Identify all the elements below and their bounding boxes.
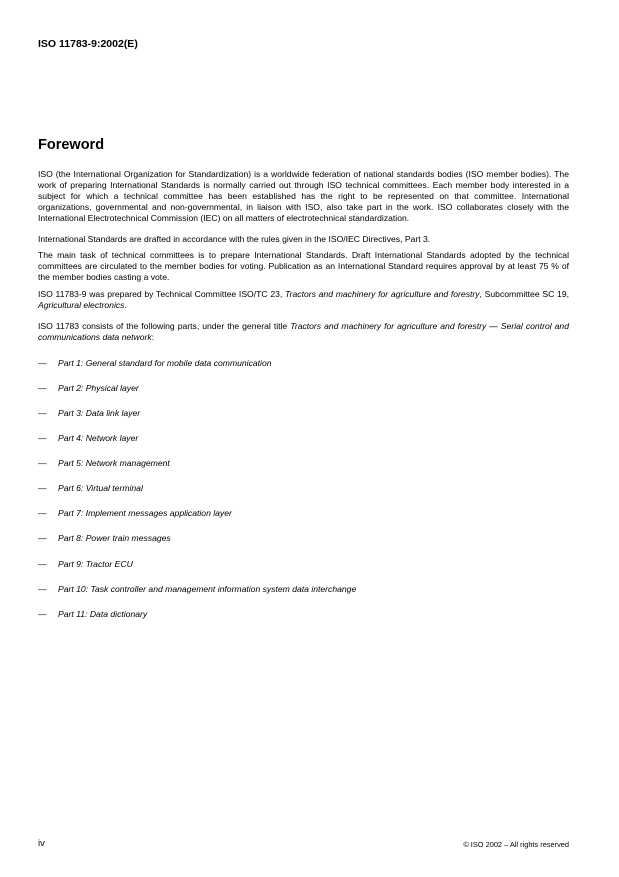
list-dash: — — [38, 382, 47, 393]
sc-title: Agricultural electronics — [38, 300, 125, 311]
list-item — [38, 483, 569, 508]
part-title: Part 5: Network management — [58, 458, 170, 469]
prepared-by-text-2: , Subcommittee SC 19, — [479, 289, 569, 300]
list-item — [38, 358, 569, 383]
list-item — [38, 458, 569, 483]
part-title: Part 7: Implement messages application layer — [58, 508, 232, 519]
foreword-body — [38, 169, 569, 634]
list-dash: — — [38, 608, 47, 619]
paragraph-iso-intro: ISO (the International Organization for Standardization) is a worldwide federation of national standards bodies (ISO member bodies). The work of preparing International Standards is normally carried out through ISO technical committees. Each member body interested in a subject for which a technical committee has been established has the right to be represented on that committee. International organizations, governmental and non-governmental, in liaison with ISO, also take part in the work. ISO collaborates closely with the International Electrotechnical Commission (IEC) on all matters of electrotechnical standardization. — [38, 169, 569, 223]
list-item — [38, 408, 569, 433]
part-title: Part 6: Virtual terminal — [58, 483, 143, 494]
series-general-title: Tractors and machinery for agriculture and forestry — Serial control and communications data network — [38, 320, 569, 342]
series-text-2: : — [151, 331, 155, 342]
list-item — [38, 584, 569, 609]
prepared-by-text-3: . — [124, 300, 127, 311]
paragraph-drafting-rules: International Standards are drafted in accordance with the rules given in the ISO/IEC Directives, Part 3. — [38, 233, 431, 244]
list-item — [38, 609, 569, 634]
part-title: Part 4: Network layer — [58, 433, 139, 444]
copyright-notice: © ISO 2002 – All rights reserved — [463, 840, 569, 849]
part-title: Part 1: General standard for mobile data communication — [58, 357, 272, 368]
page-title: Foreword — [38, 137, 105, 153]
series-text-1: ISO 11783 consists of the following parts, under the general title — [38, 320, 291, 331]
list-item — [38, 508, 569, 533]
part-title: Part 10: Task controller and management information system data interchange — [58, 583, 357, 594]
part-title: Part 3: Data link layer — [58, 407, 141, 418]
list-dash: — — [38, 433, 47, 444]
prepared-by-text-1: ISO 11783-9 was prepared by Technical Committee ISO/TC 23, — [38, 289, 286, 300]
part-title: Part 11: Data dictionary — [58, 608, 148, 619]
list-dash: — — [38, 407, 47, 418]
list-dash: — — [38, 558, 47, 569]
page-number: iv — [38, 838, 45, 849]
part-title: Part 8: Power train messages — [58, 533, 171, 544]
paragraph-series-parts — [38, 321, 569, 343]
list-dash: — — [38, 508, 47, 519]
document-id: ISO 11783-9:2002(E) — [38, 38, 138, 50]
tc-title: Tractors and machinery for agriculture and forestry — [285, 289, 480, 300]
part-title: Part 2: Physical layer — [58, 382, 139, 393]
list-dash: — — [38, 483, 47, 494]
paragraph-prepared-by — [38, 289, 569, 311]
list-item — [38, 559, 569, 584]
list-dash: — — [38, 458, 47, 469]
part-title: Part 9: Tractor ECU — [58, 558, 133, 569]
list-item — [38, 383, 569, 408]
list-dash: — — [38, 533, 47, 544]
list-item — [38, 433, 569, 458]
list-dash: — — [38, 583, 47, 594]
parts-list — [38, 358, 569, 634]
list-dash: — — [38, 357, 47, 368]
list-item — [38, 533, 569, 558]
paragraph-technical-committees: The main task of technical committees is to prepare International Standards. Draft International Standards adopted by the technical committees are circulated to the member bodies for voting. Publication as an International Standard requires approval by at least 75 % of the member bodies casting a vote. — [38, 250, 569, 283]
